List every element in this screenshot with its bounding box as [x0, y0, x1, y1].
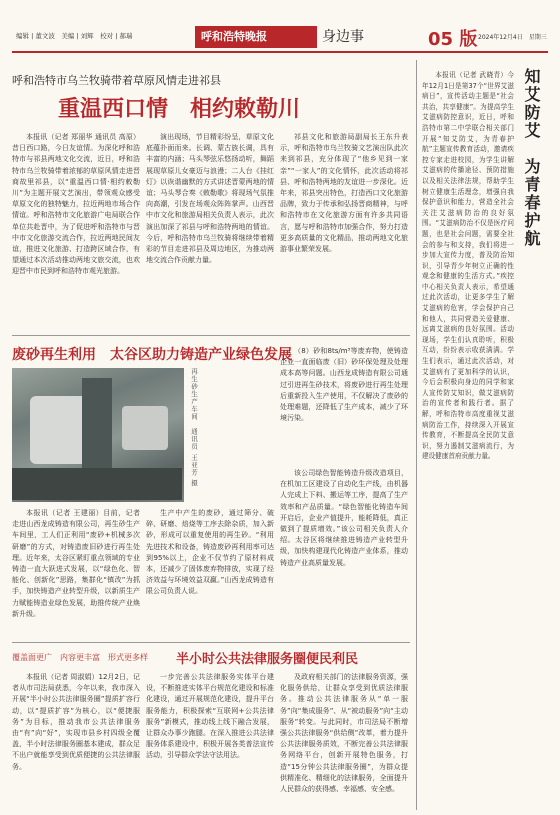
newspaper-brand: 呼和浩特晚报 — [195, 26, 317, 48]
article1-col2-text: 演出现场，节目精彩纷呈，草原文化底蕴扑面而来。长调、蒙古族长调，具有丰富的内涵；马头琴弦乐悠扬动听，舞蹈展现草原儿女豪迈与浪漫；二人台《挂红灯》以诙谐幽默的方式讲述晋蒙两地的情谊；马头琴合奏《敕勒歌》将现场气氛推向高潮，引发在场观众阵阵掌声。山西晋中市文化和旅游局相关负责人表示，此次演出加深了祁县与呼和浩特两地的情谊。今后，呼和浩特市乌兰牧骑将继续带着精彩的节目走进祁县及周边地区，为推动两地交流合作贡献力量。 — [146, 133, 274, 265]
article3-col1 — [12, 672, 140, 808]
article2-col4 — [280, 468, 408, 636]
header-divider — [12, 51, 548, 53]
article1-col2 — [146, 132, 274, 328]
article1-byline: 本报讯（记者 郑丽华 通讯员 高原） — [26, 133, 140, 141]
sidebar-divider — [416, 60, 417, 810]
article1-kicker: 呼和浩特市乌兰牧骑带着草原风情走进祁县 — [12, 74, 221, 87]
article1-headline: 重温西口情 相约敕勒川 — [58, 96, 301, 122]
article1-col1 — [12, 132, 140, 328]
article3-col2 — [146, 672, 274, 808]
article2-col1-text: 目前，记者走进山西龙成铸造有限公司，再生砂生产车间里，工人们正利用“废砂+机械多次研磨”的方式，对铸造废旧砂进行再生处理。近年来，太谷区紧盯重点领域的专业铸造一直大跃进式发展，以“绿色化、智能化、创新化”思路，集群化“镇改”为抓手，加快铸造产业转型升级，以新质生产力赋能铸造业绿色发展，助推传统产业焕新升级。 — [12, 509, 140, 618]
section-name: 身边事 — [322, 29, 364, 45]
photo-caption: 再生砂生产车间 通讯员 王亚芳 摄 — [190, 368, 198, 487]
section-divider-2 — [12, 642, 410, 643]
article3-kicker: 覆盖面更广 内容更丰富 形式更多样 — [12, 653, 148, 662]
sidebar-title: 知艾防艾 为青春护航 — [522, 68, 541, 248]
article1-col3-text: 祁县文化和旅游局副局长王东升表示，呼和浩特市乌兰牧骑文艺演出队此次来到祁县，充分体现了“他乡见到一家亲”“一家人”的文化情怀，此次活动将祁县、呼和浩特两地的友谊进一步深化。近年来，祁县突出特色，打造西口文化旅游品牌，致力于传承和弘扬晋商精神，与呼和浩特市在文化旅游方面有许多共同语言，愿与呼和浩特市加强合作，努力打造更多高质量的文化精品，推动两地文化旅游事业繁荣发展。 — [280, 133, 408, 254]
sidebar-body — [422, 70, 514, 808]
article3-col3-text: 及政府相关部门的法律服务资源，强化服务供给，让群众享受到优质法律服务。推动公共法律服务从“单一服务”向“集成服务”、从“被动服务”向“主动服务”转变。与此同时，市司法局不断增强公共法律服务“供给侧”改革，着力提升公共法律服务质效，不断完善公共法律服务网络平台，创新开展特色服务，打造“15分钟公共法律服务圈”，为群众提供精准化、精细化的法律服务，全面提升人民群众的获得感、幸福感、安全感。 — [280, 673, 408, 794]
article3-byline: 本报讯（记者 周淑娟） — [26, 673, 99, 681]
article2-byline: 本报讯（记者 王建丽） — [26, 509, 104, 517]
issue-date: 2024年12月4日 星期三 — [478, 34, 547, 41]
article2-col1 — [12, 508, 140, 636]
article3-col1-text: 12月2日，记者从市司法局获悉，今年以来，我市深入开展“半小时公共法律服务圈”提质扩容行动，以“提质扩容”为核心，以“便捷服务”为目标，推动我市公共法律服务由“有”向“好”，实现市县乡村四级全覆盖，半小时法律服务圈基本建成，群众足不出户就能享受到优质便捷的公共法律服务。 — [12, 673, 140, 771]
article1-col1-text: 昔日西口路，今日友谊情。为深化呼和浩特市与祁县两地文化交流，近日，呼和浩特市乌兰牧骑带着浓郁的草原风情走进晋商故里祁县，以“重温西口情·相约敕勒川”为主题开展文艺演出，带领观众感受草原文化的独特魅力，拉近两地市场合作情谊。呼和浩特市文化旅游广电局联合作单位共赴晋中，为了促进呼和浩特市与晋中市文化旅游交流合作，拉近两地民间友谊，推进文化旅游、打造跨区域合作，有望通过本次活动推动两地文旅交流，也欢迎晋中市民到呼和浩特市观光旅游。 — [12, 144, 140, 276]
article2-col2-text: 生产中产生的废砂，通过筛分、破碎、研磨、焙烧等工序去除杂质，加入新砂，形成可以重复使用的再生砂。“利用先进技术和设备，铸造废砂再利用率可达到95%以上，企业不仅节约了原材料成本，还减少了固体废弃物排放，实现了经济效益与环境效益双赢。”山西龙成铸造有限公司负责人说。 — [146, 509, 274, 596]
article2-headline: 废砂再生利用 太谷区助力铸造产业绿色发展 — [12, 347, 292, 363]
foundry-photo — [12, 368, 184, 502]
article3-col2-text: 一步完善公共法律服务实体平台建设，不断推进实体平台规范化建设和标准化建设，通过开展规范化建设，提升平台服务能力，积极探索“互联网+公共法律服务”新模式，推动线上线下融合发展，让群众办事少跑腿。在深入推进公共法律服务体系建设中，积极开展各类普法宣传活动，引导群众学法守法用法。 — [146, 673, 274, 760]
editor-meta: 编辑 | 董文波 美编 | 刘辉 校对 | 郝瑞 — [16, 32, 133, 40]
article3-col3 — [280, 672, 408, 808]
sidebar-byline: 本报讯（记者 武晓青） — [435, 71, 508, 79]
sidebar-text: 今年12月1日是第37个“世界艾滋病日”，宣传活动主题是“社会共治，共享健康”。为提高学生艾滋病防控意识，近日，呼和浩特市第二中学联合相关部门开展“知艾防艾，为青春护航”主题宣传教育活动，邀请疾控专家走进校园，为学生讲解艾滋病的传播途径、预防措施以及相关法律法规，帮助学生树立健康生活理念，增强自我保护意识和能力，营造全社会关注艾滋病防治的良好氛围。“艾滋病防治不仅是医疗问题，也是社会问题，需要全社会的参与和支持，我们将进一步加大宣传力度，普及防治知识，引导青少年树立正确的性观念和健康的生活方式。”疾控中心相关负责人表示，希望通过此次活动，让更多学生了解艾滋病的危害，学会保护自己和他人，共同营造关爱健康、远离艾滋病的良好氛围。活动现场，学生们认真聆听，积极互动，纷纷表示收获满满。学生们表示，通过此次活动，对艾滋病有了更加科学的认识，今后会积极向身边的同学和家人宣传防艾知识，做艾滋病防治的宣传者和践行者。据了解，呼和浩特市高度重视艾滋病防治工作，持续深入开展宣传教育，不断提高全民防艾意识，努力遏制艾滋病流行，为建设健康首府贡献力量。 — [422, 71, 514, 461]
article2-col3-text: （8）砂和8ts/m³等废弃物，使铸造企业一直面临废（旧）砂环保处理及处理成本高等问题。山西龙成铸造有限公司通过引进再生砂技术，将废砂进行再生处理后重新投入生产使用，不仅解决了废砂的处理难题，还降低了生产成本，减少了环境污染。 — [280, 347, 408, 423]
page-header — [0, 22, 560, 50]
article3-headline: 半小时公共法律服务圈便民利民 — [176, 652, 359, 667]
article2-col2 — [146, 508, 274, 636]
article2-col4-text: 该公司绿色智能铸造升级改造项目，在机加工区建设了自动化生产线，由机器人完成上下料、搬运等工序，提高了生产效率和产品质量。“绿色智能化铸造车间开启后，企业产值提升，能耗降低，真正做到了提质增效。”该公司相关负责人介绍。太谷区将继续推进铸造产业转型升级，加快构建现代化铸造产业体系，推动铸造产业高质量发展。 — [280, 469, 408, 567]
article1-col3 — [280, 132, 408, 328]
section-divider — [12, 335, 410, 336]
article2-col3 — [280, 346, 408, 466]
page-number: 05 版 — [428, 29, 478, 50]
